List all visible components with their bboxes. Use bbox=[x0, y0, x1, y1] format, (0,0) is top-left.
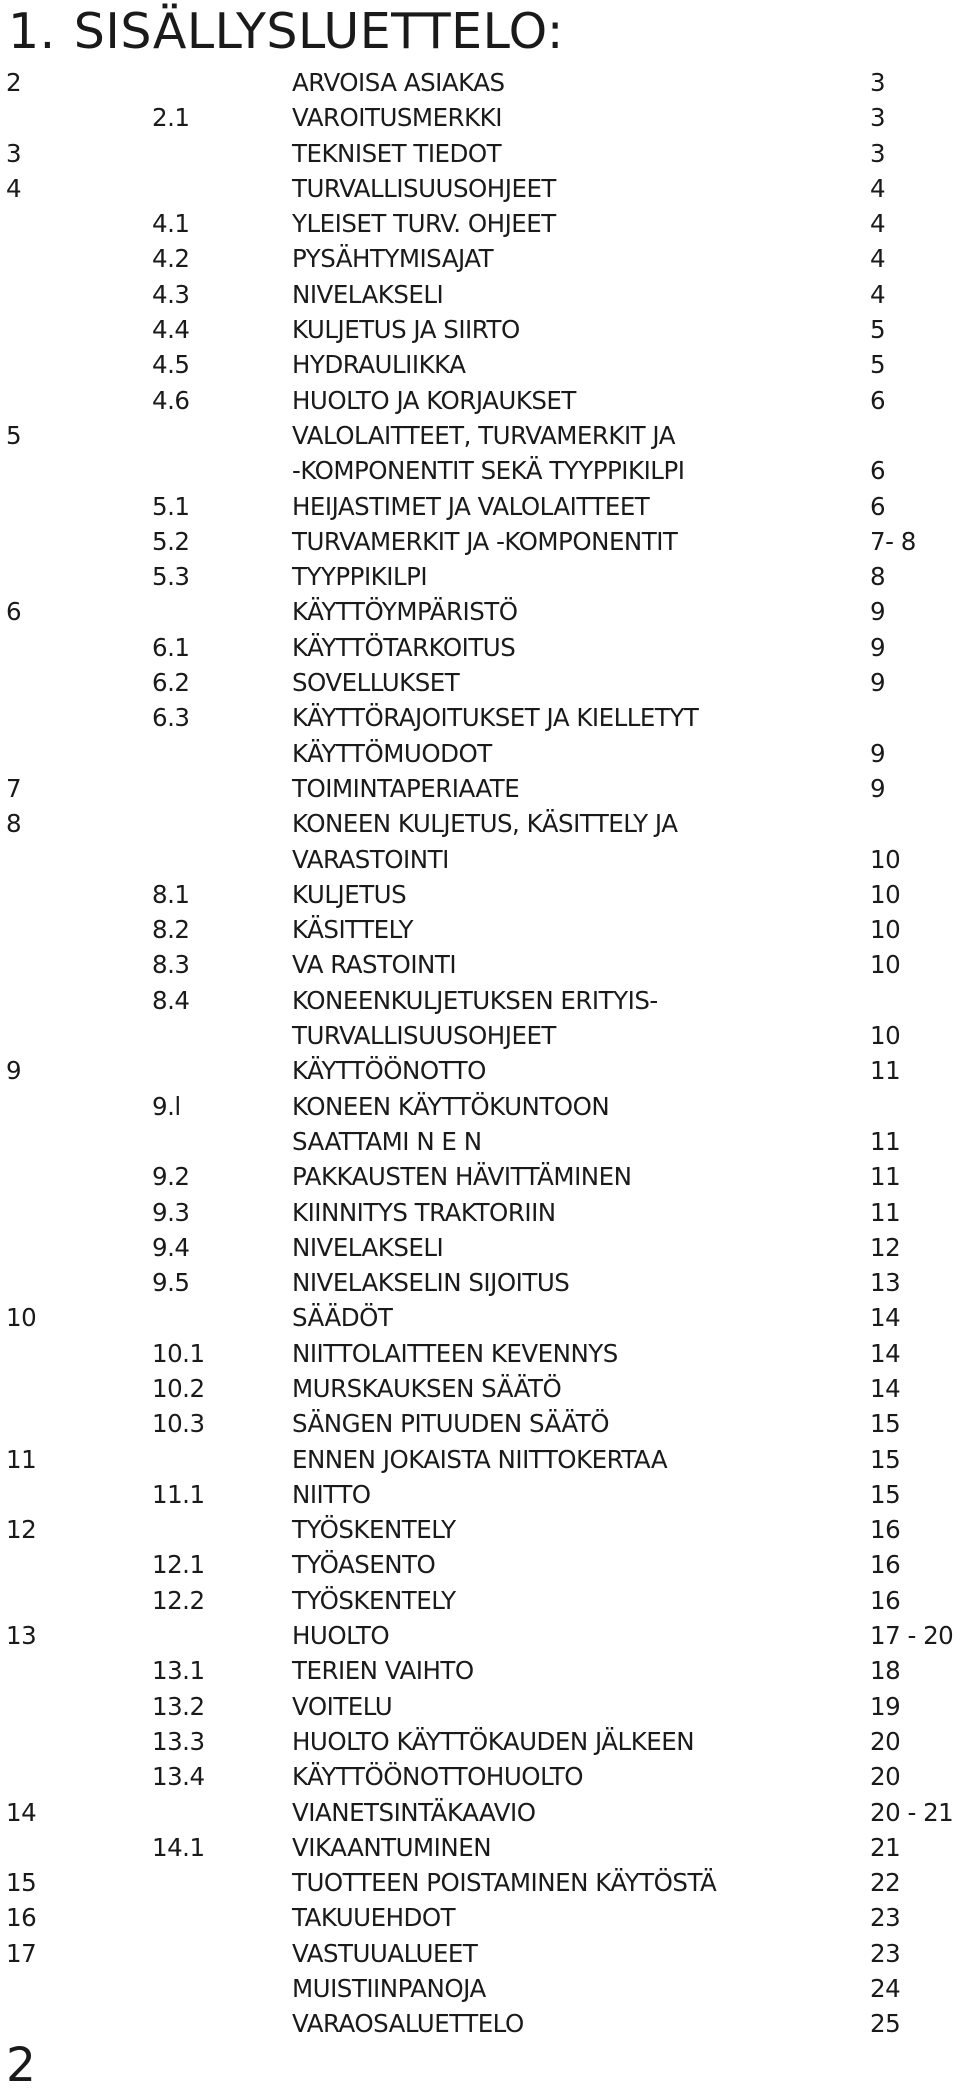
toc-subsection-number: 6.1 bbox=[152, 632, 190, 662]
toc-entry-title: VALOLAITTEET, TURVAMERKIT JA bbox=[292, 420, 675, 450]
toc-page-number: 15 bbox=[870, 1479, 901, 1509]
toc-entry-title: MURSKAUKSEN SÄÄTÖ bbox=[292, 1373, 562, 1403]
toc-row bbox=[0, 1689, 960, 1724]
toc-page-number: 16 bbox=[870, 1585, 901, 1615]
toc-entry-title: SAATTAMI N E N bbox=[292, 1126, 482, 1156]
toc-entry-title: TYÖSKENTELY bbox=[292, 1585, 456, 1615]
toc-row bbox=[0, 65, 960, 100]
toc-subsection-number: 8.1 bbox=[152, 879, 190, 909]
toc-subsection-number: 13.3 bbox=[152, 1726, 205, 1756]
toc-entry-title: KÄYTTÖMUODOT bbox=[292, 738, 492, 768]
toc-page-number: 6 bbox=[870, 456, 886, 486]
toc-entry-title: VAROITUSMERKKI bbox=[292, 103, 502, 133]
toc-page-number: 16 bbox=[870, 1515, 901, 1545]
toc-entry-title: NIVELAKSELI bbox=[292, 279, 444, 309]
toc-subsection-number: 4.1 bbox=[152, 209, 190, 239]
toc-page-number: 21 bbox=[870, 1832, 901, 1862]
toc-page-number: 10 bbox=[870, 844, 901, 874]
toc-section-number: 3 bbox=[6, 138, 22, 168]
toc-page-number: 23 bbox=[870, 1903, 901, 1933]
toc-entry-title: KÄYTTÖTARKOITUS bbox=[292, 632, 516, 662]
toc-page-number: 16 bbox=[870, 1550, 901, 1580]
toc-row bbox=[0, 594, 960, 629]
toc-page-number: 11 bbox=[870, 1162, 901, 1192]
page-title bbox=[8, 2, 564, 62]
toc-row bbox=[0, 524, 960, 559]
toc-page-number: 19 bbox=[870, 1691, 901, 1721]
toc-subsection-number: 12.1 bbox=[152, 1550, 205, 1580]
toc-page-number: 10 bbox=[870, 950, 901, 980]
toc-row bbox=[0, 559, 960, 594]
toc-entry-title: TUOTTEEN POISTAMINEN KÄYTÖSTÄ bbox=[292, 1868, 717, 1898]
toc-section-number: 2 bbox=[6, 68, 22, 97]
toc-entry-title: TYÖASENTO bbox=[292, 1550, 436, 1580]
toc-row bbox=[0, 877, 960, 912]
toc-page-number: 17 - 20 bbox=[870, 1621, 954, 1651]
toc-row bbox=[0, 100, 960, 135]
toc-entry-title: VA RASTOINTI bbox=[292, 950, 457, 980]
table-of-contents bbox=[0, 65, 960, 2042]
toc-entry-title: VOITELU bbox=[292, 1691, 393, 1721]
toc-row bbox=[0, 983, 960, 1018]
toc-page-number: 7- 8 bbox=[870, 526, 916, 556]
toc-row bbox=[0, 136, 960, 171]
toc-page-number: 20 bbox=[870, 1762, 901, 1792]
toc-subsection-number: 10.1 bbox=[152, 1338, 205, 1368]
toc-entry-title: TURVALLISUUSOHJEET bbox=[292, 173, 556, 203]
toc-entry-title: NIVELAKSELIN SIJOITUS bbox=[292, 1268, 570, 1298]
toc-page-number: 3 bbox=[870, 138, 886, 168]
toc-entry-title: KULJETUS bbox=[292, 879, 407, 909]
toc-row bbox=[0, 1159, 960, 1194]
toc-row bbox=[0, 947, 960, 982]
toc-row bbox=[0, 383, 960, 418]
toc-subsection-number: 13.2 bbox=[152, 1691, 205, 1721]
toc-page-number: 20 bbox=[870, 1726, 901, 1756]
toc-page-number: 9 bbox=[870, 773, 886, 803]
toc-row bbox=[0, 1406, 960, 1441]
toc-section-number: 17 bbox=[6, 1938, 37, 1968]
toc-page-number: 23 bbox=[870, 1938, 901, 1968]
toc-row bbox=[0, 1477, 960, 1512]
toc-row bbox=[0, 206, 960, 241]
toc-row bbox=[0, 2006, 960, 2041]
toc-row bbox=[0, 700, 960, 735]
toc-entry-title: VARASTOINTI bbox=[292, 844, 449, 874]
toc-subsection-number: 14.1 bbox=[152, 1832, 205, 1862]
toc-entry-title: KÄYTTÖYMPÄRISTÖ bbox=[292, 597, 518, 627]
toc-entry-title: KÄYTTÖRAJOITUKSET JA KIELLETYT bbox=[292, 703, 699, 733]
toc-row bbox=[0, 1653, 960, 1688]
toc-subsection-number: 5.1 bbox=[152, 491, 190, 521]
toc-page-number: 13 bbox=[870, 1268, 901, 1298]
toc-row bbox=[0, 1971, 960, 2006]
toc-entry-title: KONEEN KÄYTTÖKUNTOON bbox=[292, 1091, 610, 1121]
toc-section-number: 15 bbox=[6, 1868, 37, 1898]
toc-entry-title: PAKKAUSTEN HÄVITTÄMINEN bbox=[292, 1162, 632, 1192]
toc-page-number: 4 bbox=[870, 279, 886, 309]
toc-entry-title: VASTUUALUEET bbox=[292, 1938, 478, 1968]
toc-row bbox=[0, 1442, 960, 1477]
title-text: SISÄLLYSLUETTELO: bbox=[73, 3, 564, 60]
toc-entry-title: TOIMINTAPERIAATE bbox=[292, 773, 520, 803]
toc-entry-title: SÄÄDÖT bbox=[292, 1303, 393, 1333]
toc-page-number: 10 bbox=[870, 915, 901, 945]
toc-subsection-number: 8.4 bbox=[152, 985, 190, 1015]
toc-row bbox=[0, 1900, 960, 1935]
toc-row bbox=[0, 665, 960, 700]
toc-subsection-number: 5.2 bbox=[152, 526, 190, 556]
toc-subsection-number: 4.4 bbox=[152, 315, 190, 345]
toc-page-number: 14 bbox=[870, 1303, 901, 1333]
toc-subsection-number: 9.3 bbox=[152, 1197, 190, 1227]
toc-row bbox=[0, 912, 960, 947]
toc-entry-title: TURVALLISUUSOHJEET bbox=[292, 1021, 556, 1051]
toc-page-number: 8 bbox=[870, 562, 886, 592]
toc-page-number: 9 bbox=[870, 632, 886, 662]
toc-section-number: 11 bbox=[6, 1444, 37, 1474]
toc-entry-title: TYYPPIKILPI bbox=[292, 562, 428, 592]
toc-section-number: 13 bbox=[6, 1621, 37, 1651]
toc-row bbox=[0, 277, 960, 312]
toc-row bbox=[0, 842, 960, 877]
toc-row bbox=[0, 1795, 960, 1830]
toc-row bbox=[0, 1336, 960, 1371]
toc-entry-title: NIVELAKSELI bbox=[292, 1232, 444, 1262]
toc-page-number: 10 bbox=[870, 879, 901, 909]
toc-entry-title: HUOLTO KÄYTTÖKAUDEN JÄLKEEN bbox=[292, 1726, 695, 1756]
toc-page-number: 9 bbox=[870, 597, 886, 627]
toc-row bbox=[0, 312, 960, 347]
toc-page-number: 20 - 21 bbox=[870, 1797, 954, 1827]
toc-row bbox=[0, 1830, 960, 1865]
toc-entry-title: ARVOISA ASIAKAS bbox=[292, 68, 505, 97]
toc-page-number: 5 bbox=[870, 350, 886, 380]
toc-page-number: 15 bbox=[870, 1444, 901, 1474]
toc-row bbox=[0, 1053, 960, 1088]
toc-page-number: 9 bbox=[870, 668, 886, 698]
toc-subsection-number: 9.l bbox=[152, 1091, 181, 1121]
toc-entry-title: YLEISET TURV. OHJEET bbox=[292, 209, 556, 239]
toc-row bbox=[0, 1195, 960, 1230]
toc-entry-title: KÄYTTÖÖNOTTOHUOLTO bbox=[292, 1762, 584, 1792]
toc-section-number: 6 bbox=[6, 597, 22, 627]
toc-page-number: 11 bbox=[870, 1056, 901, 1086]
toc-row bbox=[0, 1018, 960, 1053]
toc-page-number: 11 bbox=[870, 1197, 901, 1227]
toc-entry-title: TERIEN VAIHTO bbox=[292, 1656, 474, 1686]
toc-row bbox=[0, 1936, 960, 1971]
toc-subsection-number: 4.6 bbox=[152, 385, 190, 415]
toc-subsection-number: 8.3 bbox=[152, 950, 190, 980]
toc-row bbox=[0, 489, 960, 524]
toc-entry-title: TYÖSKENTELY bbox=[292, 1515, 456, 1545]
toc-page-number: 4 bbox=[870, 209, 886, 239]
toc-row bbox=[0, 1124, 960, 1159]
toc-entry-title: KONEEN KULJETUS, KÄSITTELY JA bbox=[292, 809, 678, 839]
toc-entry-title: SÄNGEN PITUUDEN SÄÄTÖ bbox=[292, 1409, 610, 1439]
toc-entry-title: VIANETSINTÄKAAVIO bbox=[292, 1797, 536, 1827]
toc-page-number: 9 bbox=[870, 738, 886, 768]
toc-row bbox=[0, 1265, 960, 1300]
toc-row bbox=[0, 630, 960, 665]
toc-row bbox=[0, 1230, 960, 1265]
toc-entry-title: VIKAANTUMINEN bbox=[292, 1832, 492, 1862]
toc-page-number: 24 bbox=[870, 1974, 901, 2004]
toc-entry-title: HUOLTO bbox=[292, 1621, 390, 1651]
toc-row bbox=[0, 771, 960, 806]
toc-subsection-number: 4.5 bbox=[152, 350, 190, 380]
toc-entry-title: TEKNISET TIEDOT bbox=[292, 138, 502, 168]
toc-row bbox=[0, 453, 960, 488]
toc-subsection-number: 9.5 bbox=[152, 1268, 190, 1298]
toc-subsection-number: 8.2 bbox=[152, 915, 190, 945]
toc-subsection-number: 6.3 bbox=[152, 703, 190, 733]
toc-entry-title: VARAOSALUETTELO bbox=[292, 2009, 524, 2039]
toc-page-number: 15 bbox=[870, 1409, 901, 1439]
toc-section-number: 12 bbox=[6, 1515, 37, 1545]
toc-page-number: 6 bbox=[870, 491, 886, 521]
toc-subsection-number: 4.3 bbox=[152, 279, 190, 309]
toc-entry-title: TAKUUEHDOT bbox=[292, 1903, 456, 1933]
toc-row bbox=[0, 1089, 960, 1124]
toc-row bbox=[0, 1547, 960, 1582]
toc-entry-title: TURVAMERKIT JA -KOMPONENTIT bbox=[292, 526, 678, 556]
toc-subsection-number: 12.2 bbox=[152, 1585, 205, 1615]
toc-subsection-number: 6.2 bbox=[152, 668, 190, 698]
toc-section-number: 8 bbox=[6, 809, 22, 839]
toc-row bbox=[0, 1865, 960, 1900]
toc-entry-title: KÄSITTELY bbox=[292, 915, 414, 945]
toc-row bbox=[0, 1583, 960, 1618]
toc-subsection-number: 9.2 bbox=[152, 1162, 190, 1192]
toc-entry-title: MUISTIINPANOJA bbox=[292, 1974, 486, 2004]
toc-page-number: 3 bbox=[870, 103, 886, 133]
toc-row bbox=[0, 806, 960, 841]
toc-row bbox=[0, 1300, 960, 1335]
toc-page-number: 4 bbox=[870, 173, 886, 203]
toc-row bbox=[0, 1618, 960, 1653]
toc-page-number: 6 bbox=[870, 385, 886, 415]
toc-section-number: 7 bbox=[6, 773, 22, 803]
toc-page-number: 12 bbox=[870, 1232, 901, 1262]
toc-row bbox=[0, 1371, 960, 1406]
toc-page-number: 10 bbox=[870, 1021, 901, 1051]
toc-entry-title: KONEENKULJETUKSEN ERITYIS- bbox=[292, 985, 658, 1015]
toc-entry-title: SOVELLUKSET bbox=[292, 668, 460, 698]
toc-page-number: 11 bbox=[870, 1126, 901, 1156]
toc-row bbox=[0, 1759, 960, 1794]
toc-subsection-number: 10.3 bbox=[152, 1409, 205, 1439]
toc-page-number: 25 bbox=[870, 2009, 901, 2039]
toc-page-number: 5 bbox=[870, 315, 886, 345]
toc-section-number: 16 bbox=[6, 1903, 37, 1933]
toc-page-number: 4 bbox=[870, 244, 886, 274]
toc-section-number: 14 bbox=[6, 1797, 37, 1827]
toc-entry-title: KULJETUS JA SIIRTO bbox=[292, 315, 520, 345]
toc-page-number: 22 bbox=[870, 1868, 901, 1898]
toc-row bbox=[0, 418, 960, 453]
toc-subsection-number: 13.1 bbox=[152, 1656, 205, 1686]
toc-subsection-number: 10.2 bbox=[152, 1373, 205, 1403]
toc-section-number: 5 bbox=[6, 420, 22, 450]
toc-entry-title: HYDRAULIIKKA bbox=[292, 350, 466, 380]
toc-row bbox=[0, 1512, 960, 1547]
toc-entry-title: NIITTOLAITTEEN KEVENNYS bbox=[292, 1338, 618, 1368]
toc-page-number: 18 bbox=[870, 1656, 901, 1686]
toc-row bbox=[0, 736, 960, 771]
toc-subsection-number: 2.1 bbox=[152, 103, 190, 133]
toc-entry-title: PYSÄHTYMISAJAT bbox=[292, 244, 494, 274]
toc-entry-title: ENNEN JOKAISTA NIITTOKERTAA bbox=[292, 1444, 668, 1474]
toc-subsection-number: 4.2 bbox=[152, 244, 190, 274]
toc-page-number: 3 bbox=[870, 68, 886, 97]
toc-page-number: 14 bbox=[870, 1338, 901, 1368]
toc-subsection-number: 9.4 bbox=[152, 1232, 190, 1262]
toc-entry-title: -KOMPONENTIT SEKÄ TYYPPIKILPI bbox=[292, 456, 685, 486]
toc-entry-title: KÄYTTÖÖNOTTO bbox=[292, 1056, 486, 1086]
toc-entry-title: KIINNITYS TRAKTORIIN bbox=[292, 1197, 556, 1227]
toc-entry-title: HUOLTO JA KORJAUKSET bbox=[292, 385, 576, 415]
toc-row bbox=[0, 171, 960, 206]
toc-subsection-number: 5.3 bbox=[152, 562, 190, 592]
toc-entry-title: HEIJASTIMET JA VALOLAITTEET bbox=[292, 491, 650, 521]
toc-row bbox=[0, 241, 960, 276]
toc-subsection-number: 11.1 bbox=[152, 1479, 205, 1509]
toc-section-number: 10 bbox=[6, 1303, 37, 1333]
toc-row bbox=[0, 1724, 960, 1759]
title-number: 1. bbox=[8, 3, 56, 60]
toc-section-number: 4 bbox=[6, 173, 22, 203]
toc-subsection-number: 13.4 bbox=[152, 1762, 205, 1792]
toc-row bbox=[0, 347, 960, 382]
toc-section-number: 9 bbox=[6, 1056, 22, 1086]
toc-entry-title: NIITTO bbox=[292, 1479, 371, 1509]
page-number: 2 bbox=[6, 2038, 36, 2093]
toc-page-number: 14 bbox=[870, 1373, 901, 1403]
